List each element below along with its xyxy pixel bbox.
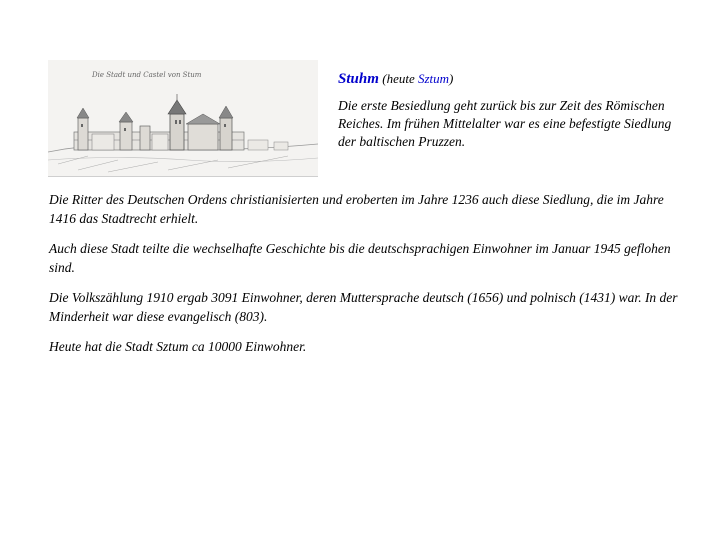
- paragraph-census: Die Volkszählung 1910 ergab 3091 Einwohner, deren Muttersprache deutsch (1656) und polnisch (1431) war. In der Minderheit war diese evangelisch (803).: [49, 290, 678, 324]
- paragraph-population: Heute hat die Stadt Sztum ca 10000 Einwohner.: [49, 339, 307, 354]
- paragraph-history: Auch diese Stadt teilte die wechselhafte Geschichte bis die deutschsprachigen Einwohner im Januar 1945 geflohen sind.: [49, 241, 671, 275]
- history-text: [49, 190, 689, 367]
- engraving-caption: Die Stadt und Castel von Stum: [92, 71, 202, 79]
- town-title: Stuhm: [338, 71, 379, 87]
- paren-open: (heute: [382, 71, 415, 86]
- modern-name-note: [382, 71, 453, 86]
- paragraph-conquest: Die Ritter des Deutschen Ordens christianisierten und eroberten im Jahre 1236 auch diese Siedlung, die im Jahre 1416 das Stadtrecht erhielt.: [49, 192, 664, 226]
- castle-engraving-image: [48, 60, 318, 177]
- intro-paragraph: Die erste Besiedlung geht zurück bis zur Zeit des Römischen Reiches. Im frühen Mittelalter war es eine befestigte Siedlung der baltischen Pruzzen.: [338, 98, 672, 149]
- intro-block: [338, 70, 678, 151]
- title-line: [338, 70, 678, 88]
- modern-town-name: Sztum: [417, 71, 450, 86]
- paren-close: ): [449, 71, 454, 86]
